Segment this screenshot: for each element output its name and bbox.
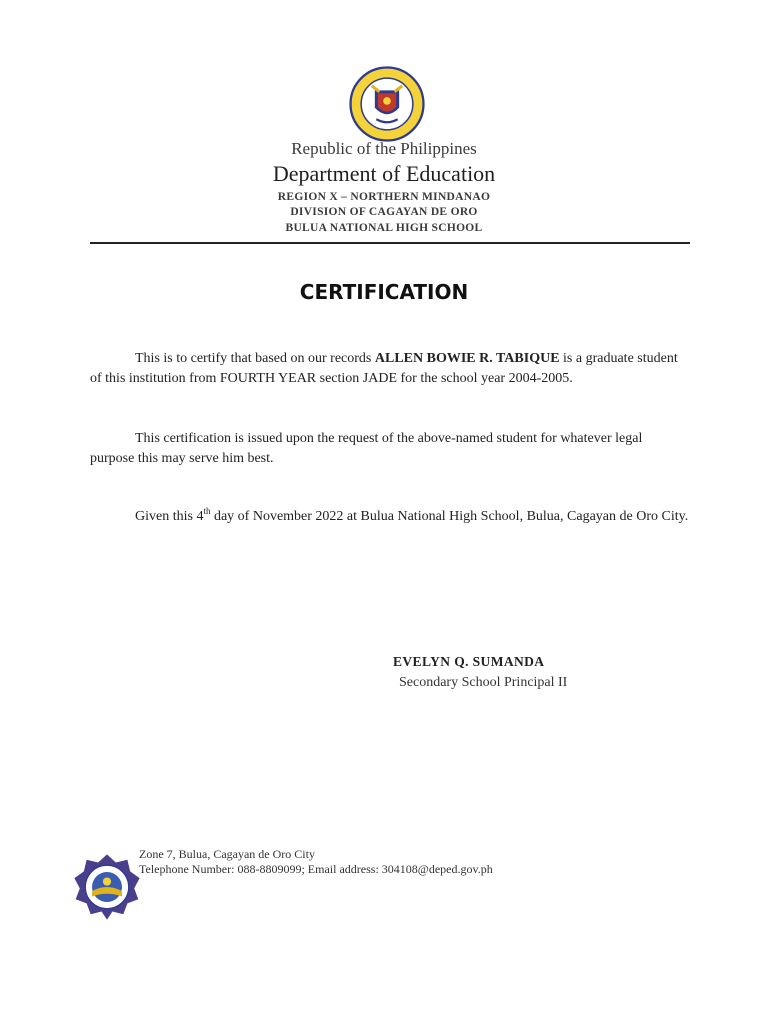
para1-after: is a graduate student of this institution from FOURTH YEAR section JADE for the school year 2004-2005.: [90, 351, 678, 386]
footer-contact: Telephone Number: 088-8809099; Email address: 304108@deped.gov.ph: [139, 862, 493, 876]
footer-address: Zone 7, Bulua, Cagayan de Oro City: [139, 847, 315, 861]
region-line: REGION X – NORTHERN MINDANAO: [277, 191, 491, 203]
school-line: BULUA NATIONAL HIGH SCHOOL: [285, 222, 483, 234]
certification-title: CERTIFICATION: [299, 280, 469, 304]
para3-before: Given this 4: [135, 509, 204, 524]
para2-text: This certification is issued upon the request of the above-named student for whatever legal purpose this may serve him best.: [90, 431, 643, 466]
republic-line: Republic of the Philippines: [291, 139, 477, 158]
para3-sup: th: [203, 506, 211, 516]
given-paragraph: [90, 507, 690, 527]
student-name: ALLEN BOWIE R. TABIQUE: [374, 351, 560, 366]
deped-seal-icon: [349, 66, 425, 142]
signatory-title: Secondary School Principal II: [399, 675, 568, 690]
signatory-name: EVELYN Q. SUMANDA: [393, 654, 545, 669]
para3-after: day of November 2022 at Bulua National High School, Bulua, Cagayan de Oro City.: [210, 509, 689, 524]
certify-paragraph: [90, 349, 690, 389]
division-line: DIVISION OF CAGAYAN DE ORO: [290, 206, 478, 218]
header-divider: [90, 242, 690, 244]
para1-before: This is to certify that based on our records: [135, 351, 375, 366]
purpose-paragraph: [90, 429, 690, 469]
department-title: Department of Education: [272, 161, 496, 186]
school-seal-icon: [73, 853, 141, 921]
